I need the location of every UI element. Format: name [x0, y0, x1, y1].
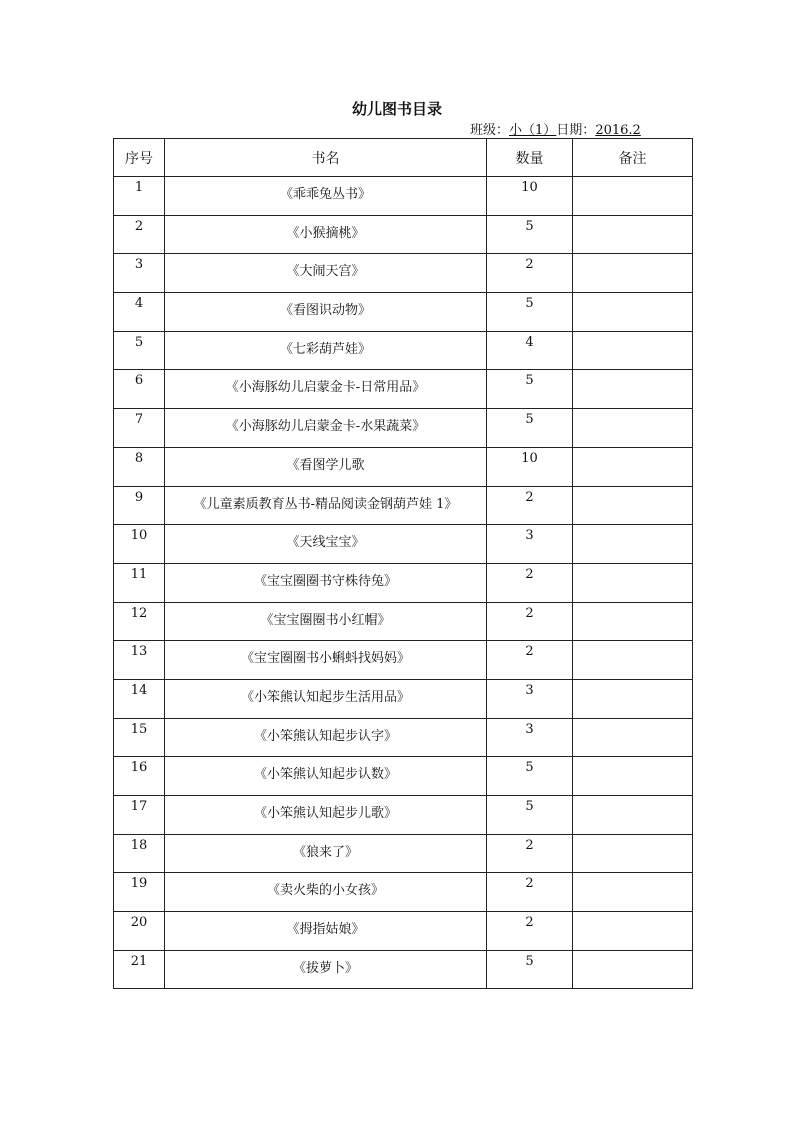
row-note: [573, 486, 693, 525]
table-row: [114, 602, 693, 641]
table-row: [114, 331, 693, 370]
row-index: 6: [114, 370, 165, 409]
row-index: 15: [114, 718, 165, 757]
date-value: 2016.2: [595, 123, 641, 138]
row-book-name: 《宝宝圈圈书守株待兔》: [165, 563, 487, 602]
row-note: [573, 757, 693, 796]
row-quantity: 2: [487, 641, 573, 680]
row-note: [573, 796, 693, 835]
table-row: [114, 177, 693, 216]
table-row: [114, 370, 693, 409]
row-book-name: 《大闹天宫》: [165, 254, 487, 293]
row-quantity: 5: [487, 293, 573, 332]
table-row: [114, 293, 693, 332]
row-index: 20: [114, 912, 165, 951]
row-quantity: 4: [487, 331, 573, 370]
row-book-name: 《小笨熊认知起步认字》: [165, 718, 487, 757]
row-index: 12: [114, 602, 165, 641]
row-index: 1: [114, 177, 165, 216]
row-book-name: 《宝宝圈圈书小蝌蚪找妈妈》: [165, 641, 487, 680]
row-note: [573, 602, 693, 641]
row-index: 21: [114, 950, 165, 989]
table-row: [114, 718, 693, 757]
class-date-line: [470, 119, 641, 138]
row-index: 9: [114, 486, 165, 525]
row-book-name: 《拇指姑娘》: [165, 912, 487, 951]
row-quantity: 5: [487, 409, 573, 448]
row-quantity: 2: [487, 563, 573, 602]
row-index: 11: [114, 563, 165, 602]
table-row: [114, 409, 693, 448]
row-book-name: 《拔萝卜》: [165, 950, 487, 989]
header-name: 书名: [165, 139, 487, 177]
row-quantity: 10: [487, 177, 573, 216]
row-quantity: 5: [487, 796, 573, 835]
row-book-name: 《卖火柴的小女孩》: [165, 873, 487, 912]
row-index: 4: [114, 293, 165, 332]
row-quantity: 2: [487, 834, 573, 873]
row-book-name: 《小海豚幼儿启蒙金卡-日常用品》: [165, 370, 487, 409]
row-note: [573, 641, 693, 680]
row-quantity: 3: [487, 718, 573, 757]
row-quantity: 2: [487, 873, 573, 912]
row-book-name: 《宝宝圈圈书小红帽》: [165, 602, 487, 641]
table-row: [114, 834, 693, 873]
row-index: 10: [114, 525, 165, 564]
row-book-name: 《小海豚幼儿启蒙金卡-水果蔬菜》: [165, 409, 487, 448]
row-book-name: 《小笨熊认知起步生活用品》: [165, 679, 487, 718]
row-note: [573, 525, 693, 564]
row-index: 16: [114, 757, 165, 796]
row-index: 8: [114, 447, 165, 486]
row-note: [573, 834, 693, 873]
row-note: [573, 447, 693, 486]
table-row: [114, 679, 693, 718]
row-note: [573, 409, 693, 448]
row-book-name: 《看图学儿歌: [165, 447, 487, 486]
row-note: [573, 718, 693, 757]
row-book-name: 《天线宝宝》: [165, 525, 487, 564]
row-note: [573, 215, 693, 254]
row-note: [573, 370, 693, 409]
row-index: 17: [114, 796, 165, 835]
table-row: [114, 486, 693, 525]
row-index: 14: [114, 679, 165, 718]
row-book-name: 《看图识动物》: [165, 293, 487, 332]
row-book-name: 《七彩葫芦娃》: [165, 331, 487, 370]
row-quantity: 3: [487, 525, 573, 564]
row-book-name: 《小猴摘桃》: [165, 215, 487, 254]
row-quantity: 3: [487, 679, 573, 718]
row-quantity: 5: [487, 757, 573, 796]
table-row: [114, 447, 693, 486]
row-quantity: 10: [487, 447, 573, 486]
row-book-name: 《小笨熊认知起步认数》: [165, 757, 487, 796]
table-row: [114, 873, 693, 912]
row-book-name: 《小笨熊认知起步儿歌》: [165, 796, 487, 835]
row-note: [573, 873, 693, 912]
table-row: [114, 525, 693, 564]
row-note: [573, 912, 693, 951]
row-book-name: 《狼来了》: [165, 834, 487, 873]
row-note: [573, 177, 693, 216]
table-row: [114, 912, 693, 951]
book-catalog-table: [113, 138, 693, 989]
row-index: 19: [114, 873, 165, 912]
class-value: 小（1）: [509, 123, 557, 138]
row-note: [573, 563, 693, 602]
header-qty: 数量: [487, 139, 573, 177]
table-row: [114, 796, 693, 835]
row-index: 7: [114, 409, 165, 448]
row-index: 18: [114, 834, 165, 873]
row-quantity: 5: [487, 370, 573, 409]
row-book-name: 《乖乖兔丛书》: [165, 177, 487, 216]
row-index: 5: [114, 331, 165, 370]
row-note: [573, 331, 693, 370]
row-index: 13: [114, 641, 165, 680]
row-note: [573, 679, 693, 718]
table-row: [114, 215, 693, 254]
table-row: [114, 641, 693, 680]
page-title: 幼儿图书目录: [351, 100, 442, 118]
table-row: [114, 254, 693, 293]
row-quantity: 5: [487, 215, 573, 254]
table-row: [114, 950, 693, 989]
table-header-row: [114, 139, 693, 177]
table-row: [114, 563, 693, 602]
row-quantity: 2: [487, 254, 573, 293]
row-quantity: 5: [487, 950, 573, 989]
row-quantity: 2: [487, 912, 573, 951]
date-label: 日期：: [556, 123, 596, 138]
row-note: [573, 293, 693, 332]
row-index: 3: [114, 254, 165, 293]
row-quantity: 2: [487, 602, 573, 641]
row-quantity: 2: [487, 486, 573, 525]
table-row: [114, 757, 693, 796]
class-label: 班级：: [470, 123, 510, 138]
row-note: [573, 254, 693, 293]
header-index: 序号: [114, 139, 165, 177]
row-note: [573, 950, 693, 989]
row-book-name: 《儿童素质教育丛书-精品阅读金钢葫芦娃 1》: [165, 486, 487, 525]
header-note: 备注: [573, 139, 693, 177]
row-index: 2: [114, 215, 165, 254]
